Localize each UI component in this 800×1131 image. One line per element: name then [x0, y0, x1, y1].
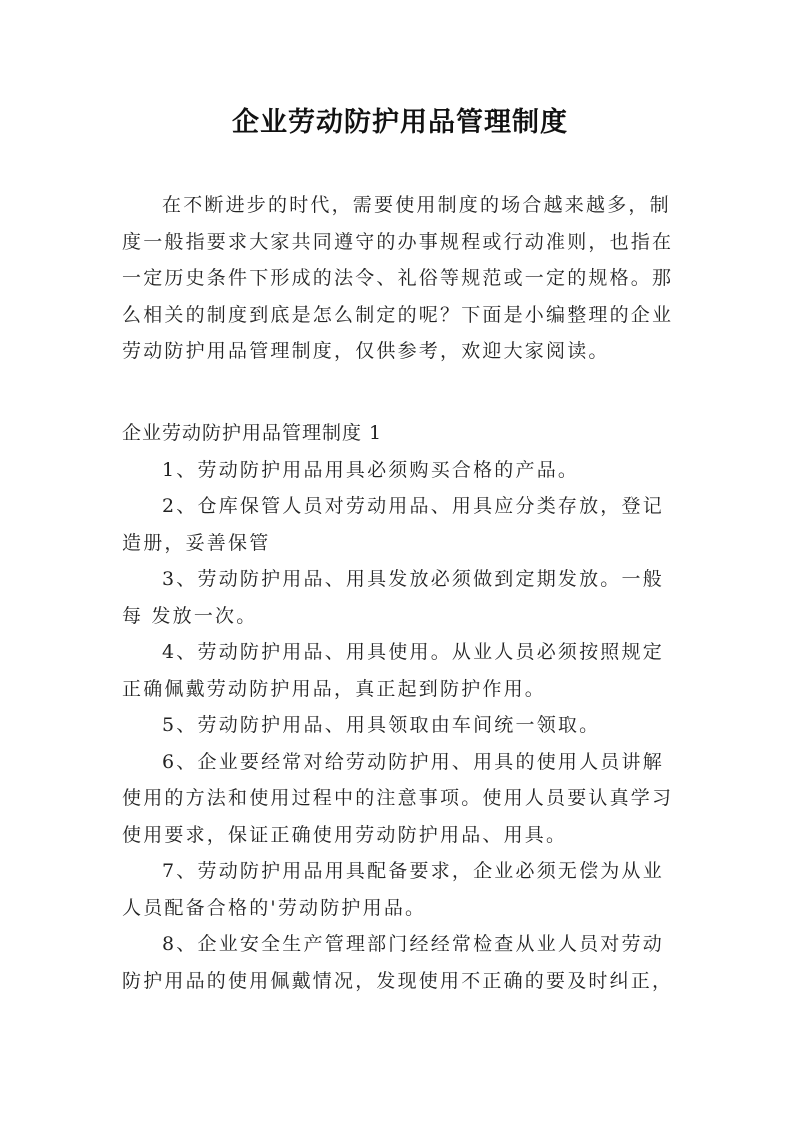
list-item: 2、仓库保管人员对劳动用品、用具应分类存放，登记造册，妥善保管 [122, 495, 664, 554]
document-title: 企业劳动防护用品管理制度 [232, 107, 568, 138]
list-item: 8、企业安全生产管理部门经经常检查从业人员对劳动防护用品的使用佩戴情况，发现使用不正确的要及时纠正， [122, 933, 674, 992]
list-item: 3、劳动防护用品、用具发放必须做到定期发放。一般每 发放一次。 [122, 568, 664, 627]
list-item: 6、企业要经常对给劳动防护用、用具的使用人员讲解使用的方法和使用过程中的注意事项。使用人员要认真学习使用要求，保证正确使用劳动防护用品、用具。 [122, 750, 674, 846]
section-1 [122, 415, 682, 999]
list-item: 1、劳动防护用品用具必须购买合格的产品。 [162, 458, 580, 481]
section-title: 企业劳动防护用品管理制度 1 [122, 422, 383, 444]
list-item: 7、劳动防护用品用具配备要求，企业必须无偿为从业人员配备合格的'劳动防护用品。 [122, 860, 664, 919]
list-item: 4、劳动防护用品、用具使用。从业人员必须按照规定正确佩戴劳动防护用品，真正起到防护作用。 [122, 641, 664, 700]
intro-paragraph: 在不断进步的时代，需要使用制度的场合越来越多，制度一般指要求大家共同遵守的办事规程或行动准则，也指在一定历史条件下形成的法令、礼俗等规范或一定的规格。那么相关的制度到底是怎么制定的呢？下面是小编整理的企业劳动防护用品管理制度，仅供参考，欢迎大家阅读。 [122, 194, 674, 362]
list-item: 5、劳动防护用品、用具领取由车间统一领取。 [162, 714, 601, 736]
